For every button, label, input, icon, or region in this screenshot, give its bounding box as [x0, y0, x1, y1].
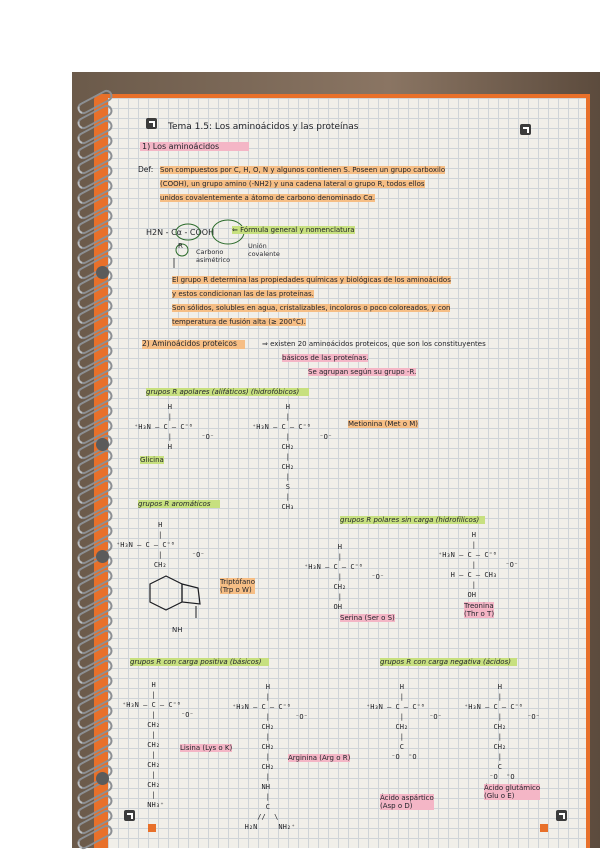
- punch-hole-1: [96, 266, 109, 279]
- glutamate-structure: H | ⁺H₃N — C — C⁼⁰ | ⁻O⁻ CH₂ | CH₂ | C ⁻O ⁼O: [464, 683, 540, 781]
- glycine-structure: H | ⁺H₃N — C — C⁼⁰ | ⁻O⁻ H: [134, 403, 215, 451]
- group-aromatic-heading: grupos R aromáticos: [138, 500, 220, 508]
- orange-mark-bottom-left: [148, 824, 156, 832]
- lysine-structure: H | ⁺H₃N — C — C⁼⁰ | ⁻O⁻ CH₂ | CH₂ | CH₂ | CH₂ | NH₃⁺: [122, 681, 194, 809]
- threonine-structure: H | ⁺H₃N — C — C⁼⁰ | ⁻O⁻ H — C — CH₃ | OH: [438, 531, 519, 599]
- page-corner-icon-bottom-right: [556, 810, 567, 821]
- orange-mark-bottom-right: [540, 824, 548, 832]
- notebook-page: [108, 98, 586, 848]
- group-positive-heading: grupos R con carga positiva (básicos): [130, 658, 269, 666]
- body-line-1: El grupo R determina las propiedades químicas y biológicas de los aminoácidos: [172, 276, 451, 284]
- page-title: Tema 1.5: Los aminoácidos y las proteínas: [168, 122, 359, 132]
- group-apolar-heading: grupos R apolares (alifáticos) (hidrofóbicos): [146, 388, 309, 396]
- r-group-label: R: [178, 242, 183, 250]
- definition-line-2: (COOH), un grupo amino (-NH2) y una cadena lateral o grupo R, todos ellos: [160, 180, 425, 188]
- lysine-label: Lisina (Lys o K): [180, 744, 233, 752]
- methionine-structure: H | ⁺H₃N — C — C⁼⁰ | ⁻O⁻ CH₂ | CH₂ | S | CH₃: [252, 403, 333, 511]
- tryptophan-label: Triptófano (Trp o W): [220, 578, 256, 595]
- tryptophan-nh: NH: [172, 626, 183, 634]
- body-line-3: Son sólidos, solubles en agua, cristalizables, incoloros o poco coloreados, y con: [172, 304, 451, 312]
- punch-hole-2: [96, 438, 109, 451]
- punch-hole-3: [96, 550, 109, 563]
- methionine-label: Metionina (Met o M): [348, 420, 418, 428]
- body-line-4: temperatura de fusión alta (≥ 200°C).: [172, 318, 306, 326]
- glycine-label: Glicina: [140, 456, 164, 464]
- section2-intro-1: ⇒ existen 20 aminoácidos proteicos, que son los constituyentes: [262, 340, 486, 348]
- threonine-label: Treonina (Thr o T): [464, 602, 495, 619]
- section2-intro-3: Se agrupan según su grupo -R.: [308, 368, 417, 376]
- group-negative-heading: grupos R con carga negativa (ácidos): [380, 658, 517, 666]
- tryptophan-structure: H | ⁺H₃N — C — C⁼⁰ | ⁻O⁻ CH₂: [116, 521, 205, 569]
- union-covalente-note: Unión covalente: [248, 242, 280, 258]
- definition-line-1: Son compuestos por C, H, O, N y algunos contienen S. Poseen un grupo carboxilo: [160, 166, 446, 174]
- aspartate-structure: H | ⁺H₃N — C — C⁼⁰ | ⁻O⁻ CH₂ | C ⁻O ⁼O: [366, 683, 442, 761]
- serine-structure: H | ⁺H₃N — C — C⁼⁰ | ⁻O⁻ CH₂ | OH: [304, 543, 385, 611]
- group-polar-heading: grupos R polares sin carga (hidrofílicos): [340, 516, 485, 524]
- body-line-2: y estos condicionan las de las proteínas.: [172, 290, 314, 298]
- section1-heading: 1) Los aminoácidos: [140, 142, 249, 151]
- serine-label: Serina (Ser o S): [340, 614, 395, 622]
- glutamate-label: Ácido glutámico (Glu o E): [484, 784, 541, 801]
- arginine-structure: H | ⁺H₃N — C — C⁼⁰ | ⁻O⁻ CH₂ | CH₂ | CH₂ | NH | C // \ H₂N NH₂⁺: [232, 683, 308, 831]
- carbono-asimetrico-note: Carbono asimétrico: [196, 248, 231, 264]
- aspartate-label: Ácido aspártico (Asp o D): [380, 794, 434, 811]
- arginine-label: Arginina (Arg o R): [288, 754, 351, 762]
- tryptophan-ring-diagram: [136, 572, 216, 632]
- definition-label: Def:: [138, 165, 154, 174]
- punch-hole-4: [96, 772, 109, 785]
- page-corner-icon-top-left: [146, 118, 157, 129]
- section2-intro-2: básicos de las proteínas.: [282, 354, 369, 362]
- section2-heading: 2) Aminoácidos proteicos: [142, 340, 245, 349]
- definition-line-3: unidos covalentemente a átomo de carbono denominado Cα.: [160, 194, 376, 202]
- page-corner-icon-top-right: [520, 124, 531, 135]
- general-formula: H2N - Cα - COOH: [146, 228, 215, 237]
- formula-note: ⇐ Fórmula general y nomenclatura: [232, 226, 355, 234]
- page-corner-icon-bottom-left: [124, 810, 135, 821]
